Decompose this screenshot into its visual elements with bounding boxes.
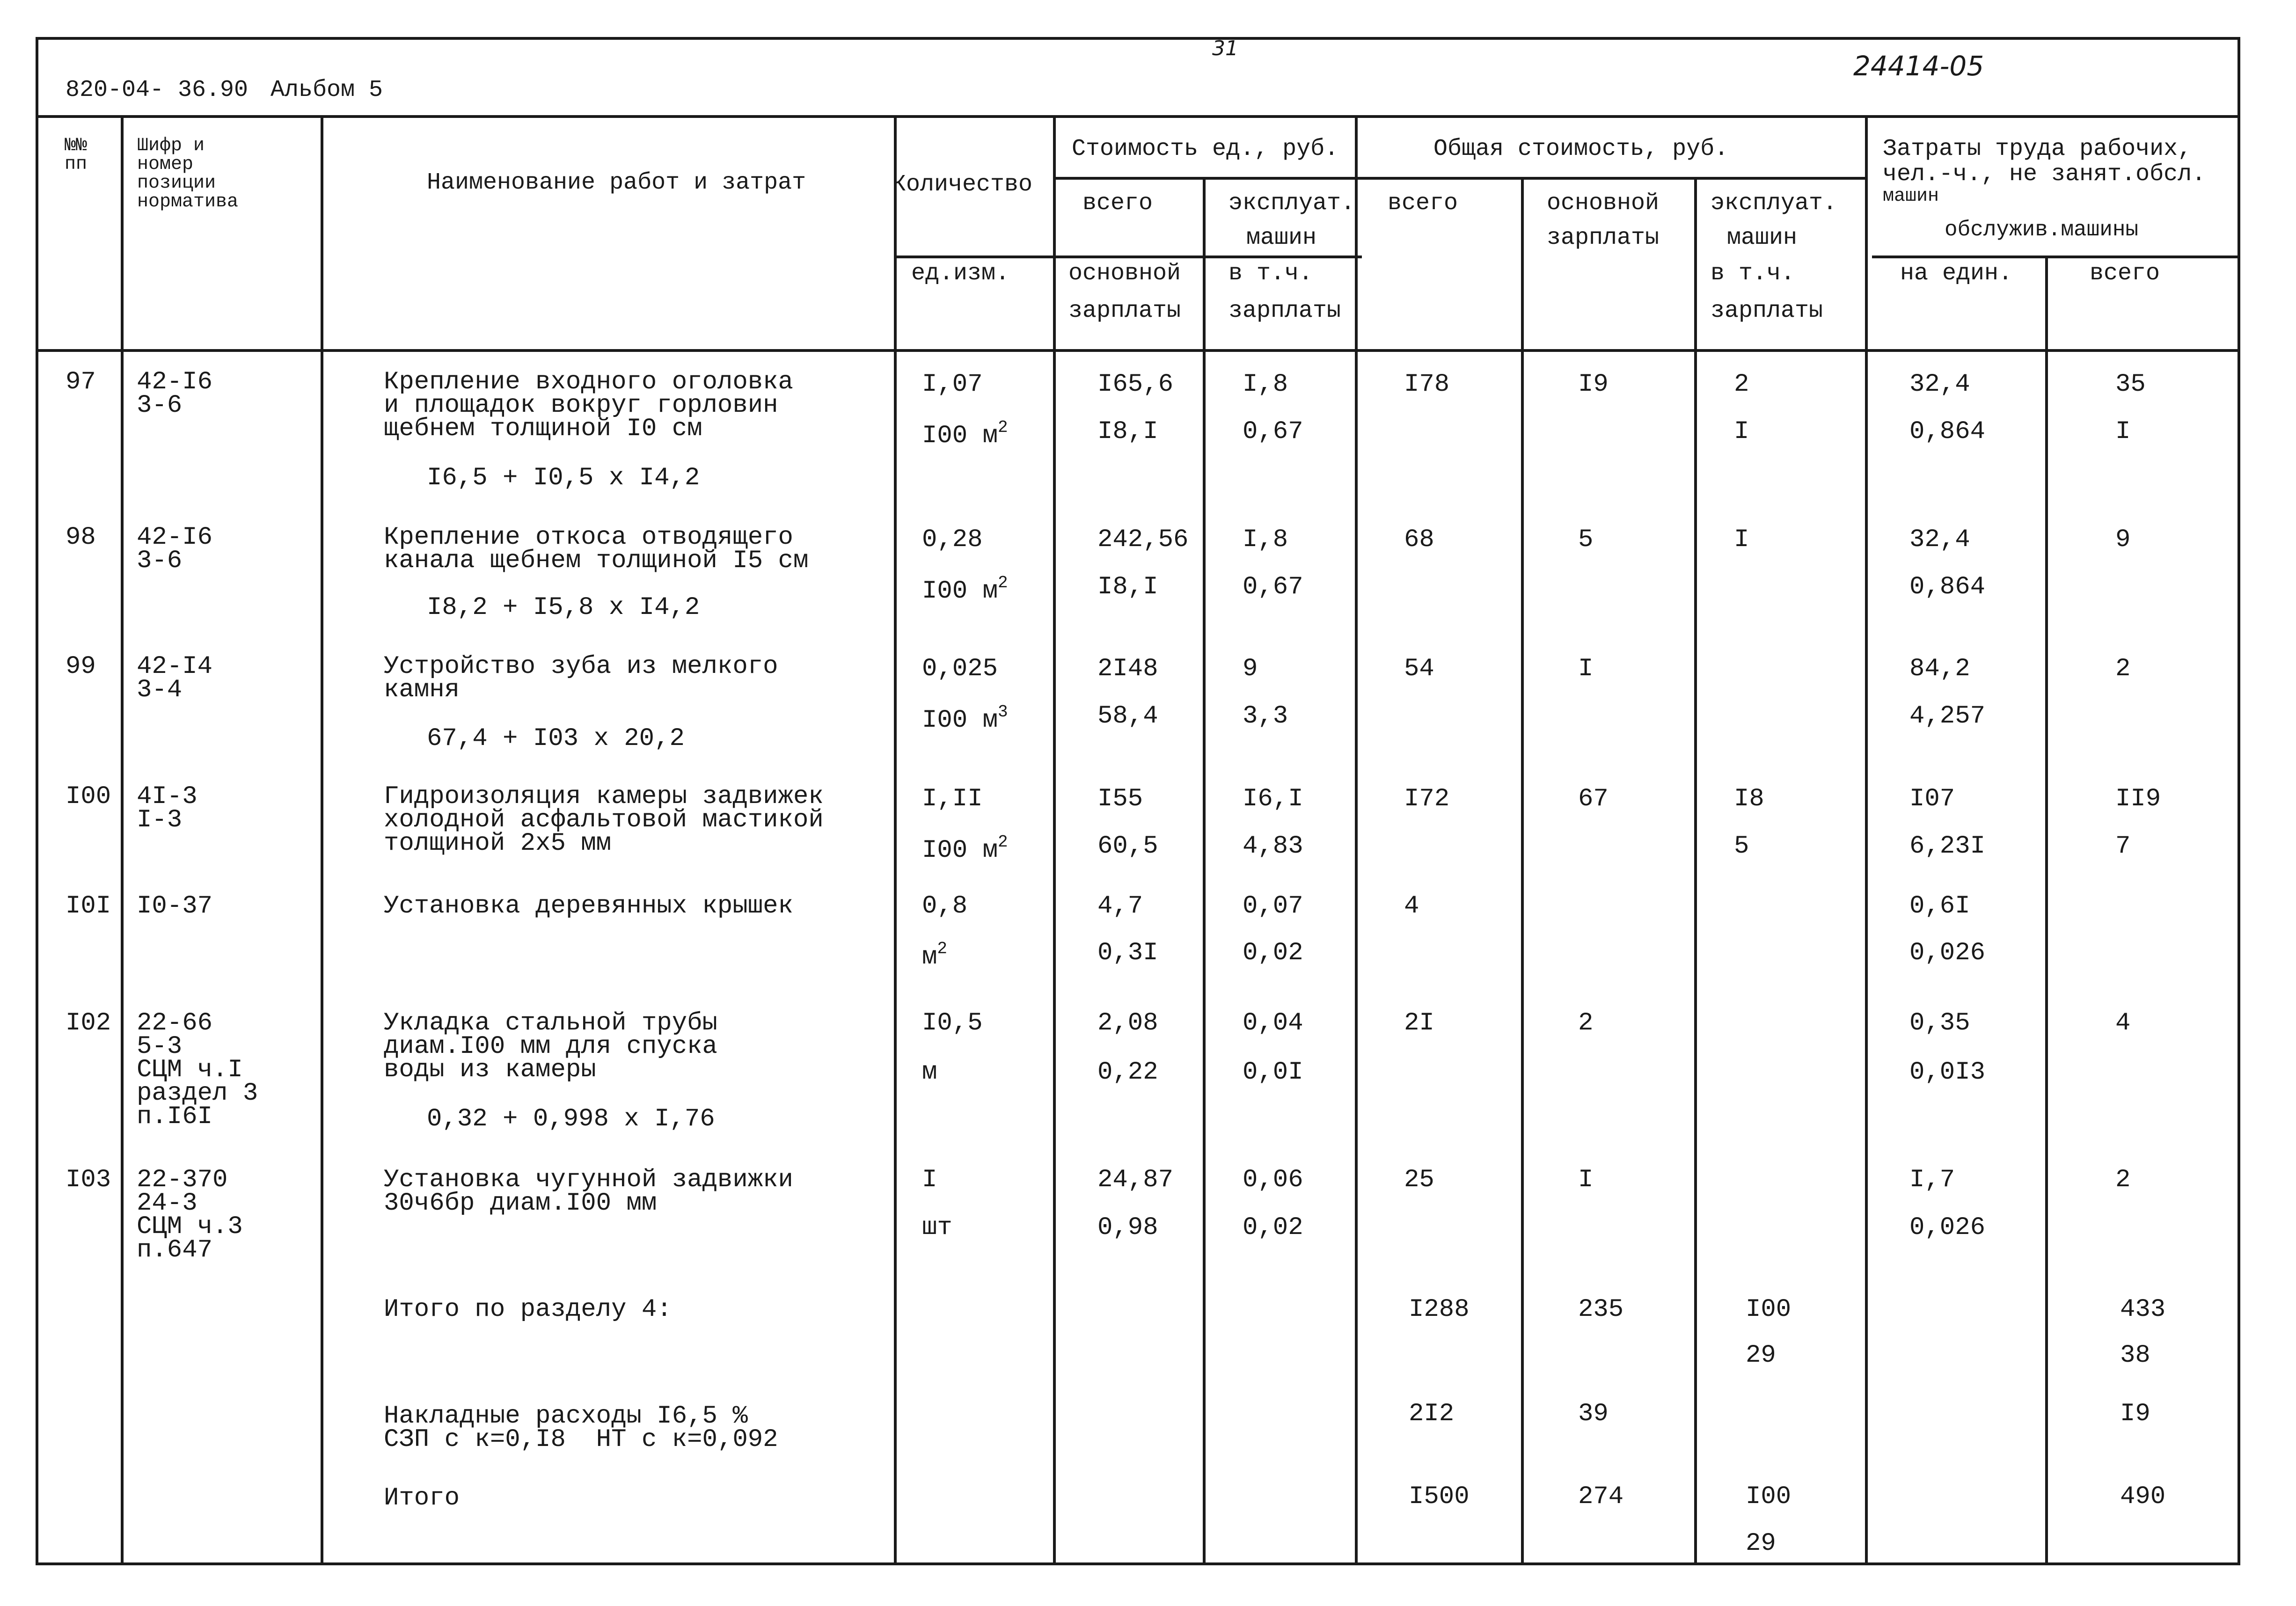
page-number: 31 <box>1212 36 1238 60</box>
row-num: I02 <box>66 1009 111 1037</box>
col-line-9 <box>1865 115 1868 1565</box>
row-num: I03 <box>66 1166 111 1194</box>
row-num: 97 <box>66 368 96 396</box>
header-bottom-line <box>36 349 2240 352</box>
album-label: Альбом 5 <box>271 77 383 103</box>
col-line-4 <box>1053 115 1056 1565</box>
doc-code: 820-04- 36.90 <box>66 77 249 103</box>
header-uc-total: всего <box>1082 190 1153 217</box>
row-num: 98 <box>66 523 96 552</box>
header-total-cost: Общая стоимость, руб. <box>1433 136 1729 162</box>
header-unit: ед.изм. <box>911 260 1010 287</box>
col-line-10 <box>2045 256 2048 1565</box>
row-formula: I8,2 + I5,8 x I4,2 <box>427 593 700 622</box>
header-tc-total: всего <box>1388 190 1458 217</box>
header-name: Наименование работ и затрат <box>427 169 806 196</box>
row-formula: 0,32 + 0,998 x I,76 <box>427 1105 715 1133</box>
header-labor-total: всего <box>2090 260 2160 287</box>
handwritten-code: 24414-05 <box>1853 50 1984 82</box>
header-unit-cost: Стоимость ед., руб. <box>1072 136 1339 162</box>
header-labor-unit: на един. <box>1900 260 2013 287</box>
col-line-8 <box>1694 177 1697 1565</box>
header-qty: Количество <box>892 171 1033 198</box>
row-num: I00 <box>66 782 111 811</box>
row-num: I0I <box>66 892 111 920</box>
col-line-7 <box>1521 177 1524 1565</box>
header-top-line <box>36 115 2240 118</box>
row-formula: 67,4 + I03 x 20,2 <box>427 724 685 753</box>
col-line-3 <box>894 115 897 1565</box>
subheader-line-costs <box>1053 177 1867 180</box>
subheader-line-unit <box>894 256 1362 258</box>
col-line-6 <box>1355 115 1358 1565</box>
row-formula: I6,5 + I0,5 x I4,2 <box>427 464 700 492</box>
row-num: 99 <box>66 652 96 681</box>
subheader-line-labor <box>1872 256 2240 258</box>
header-labor-sub: обслужив.машины <box>1945 218 2139 242</box>
col-line-5 <box>1203 177 1206 1565</box>
col-line-2 <box>321 115 323 1565</box>
col-line-1 <box>121 115 124 1565</box>
